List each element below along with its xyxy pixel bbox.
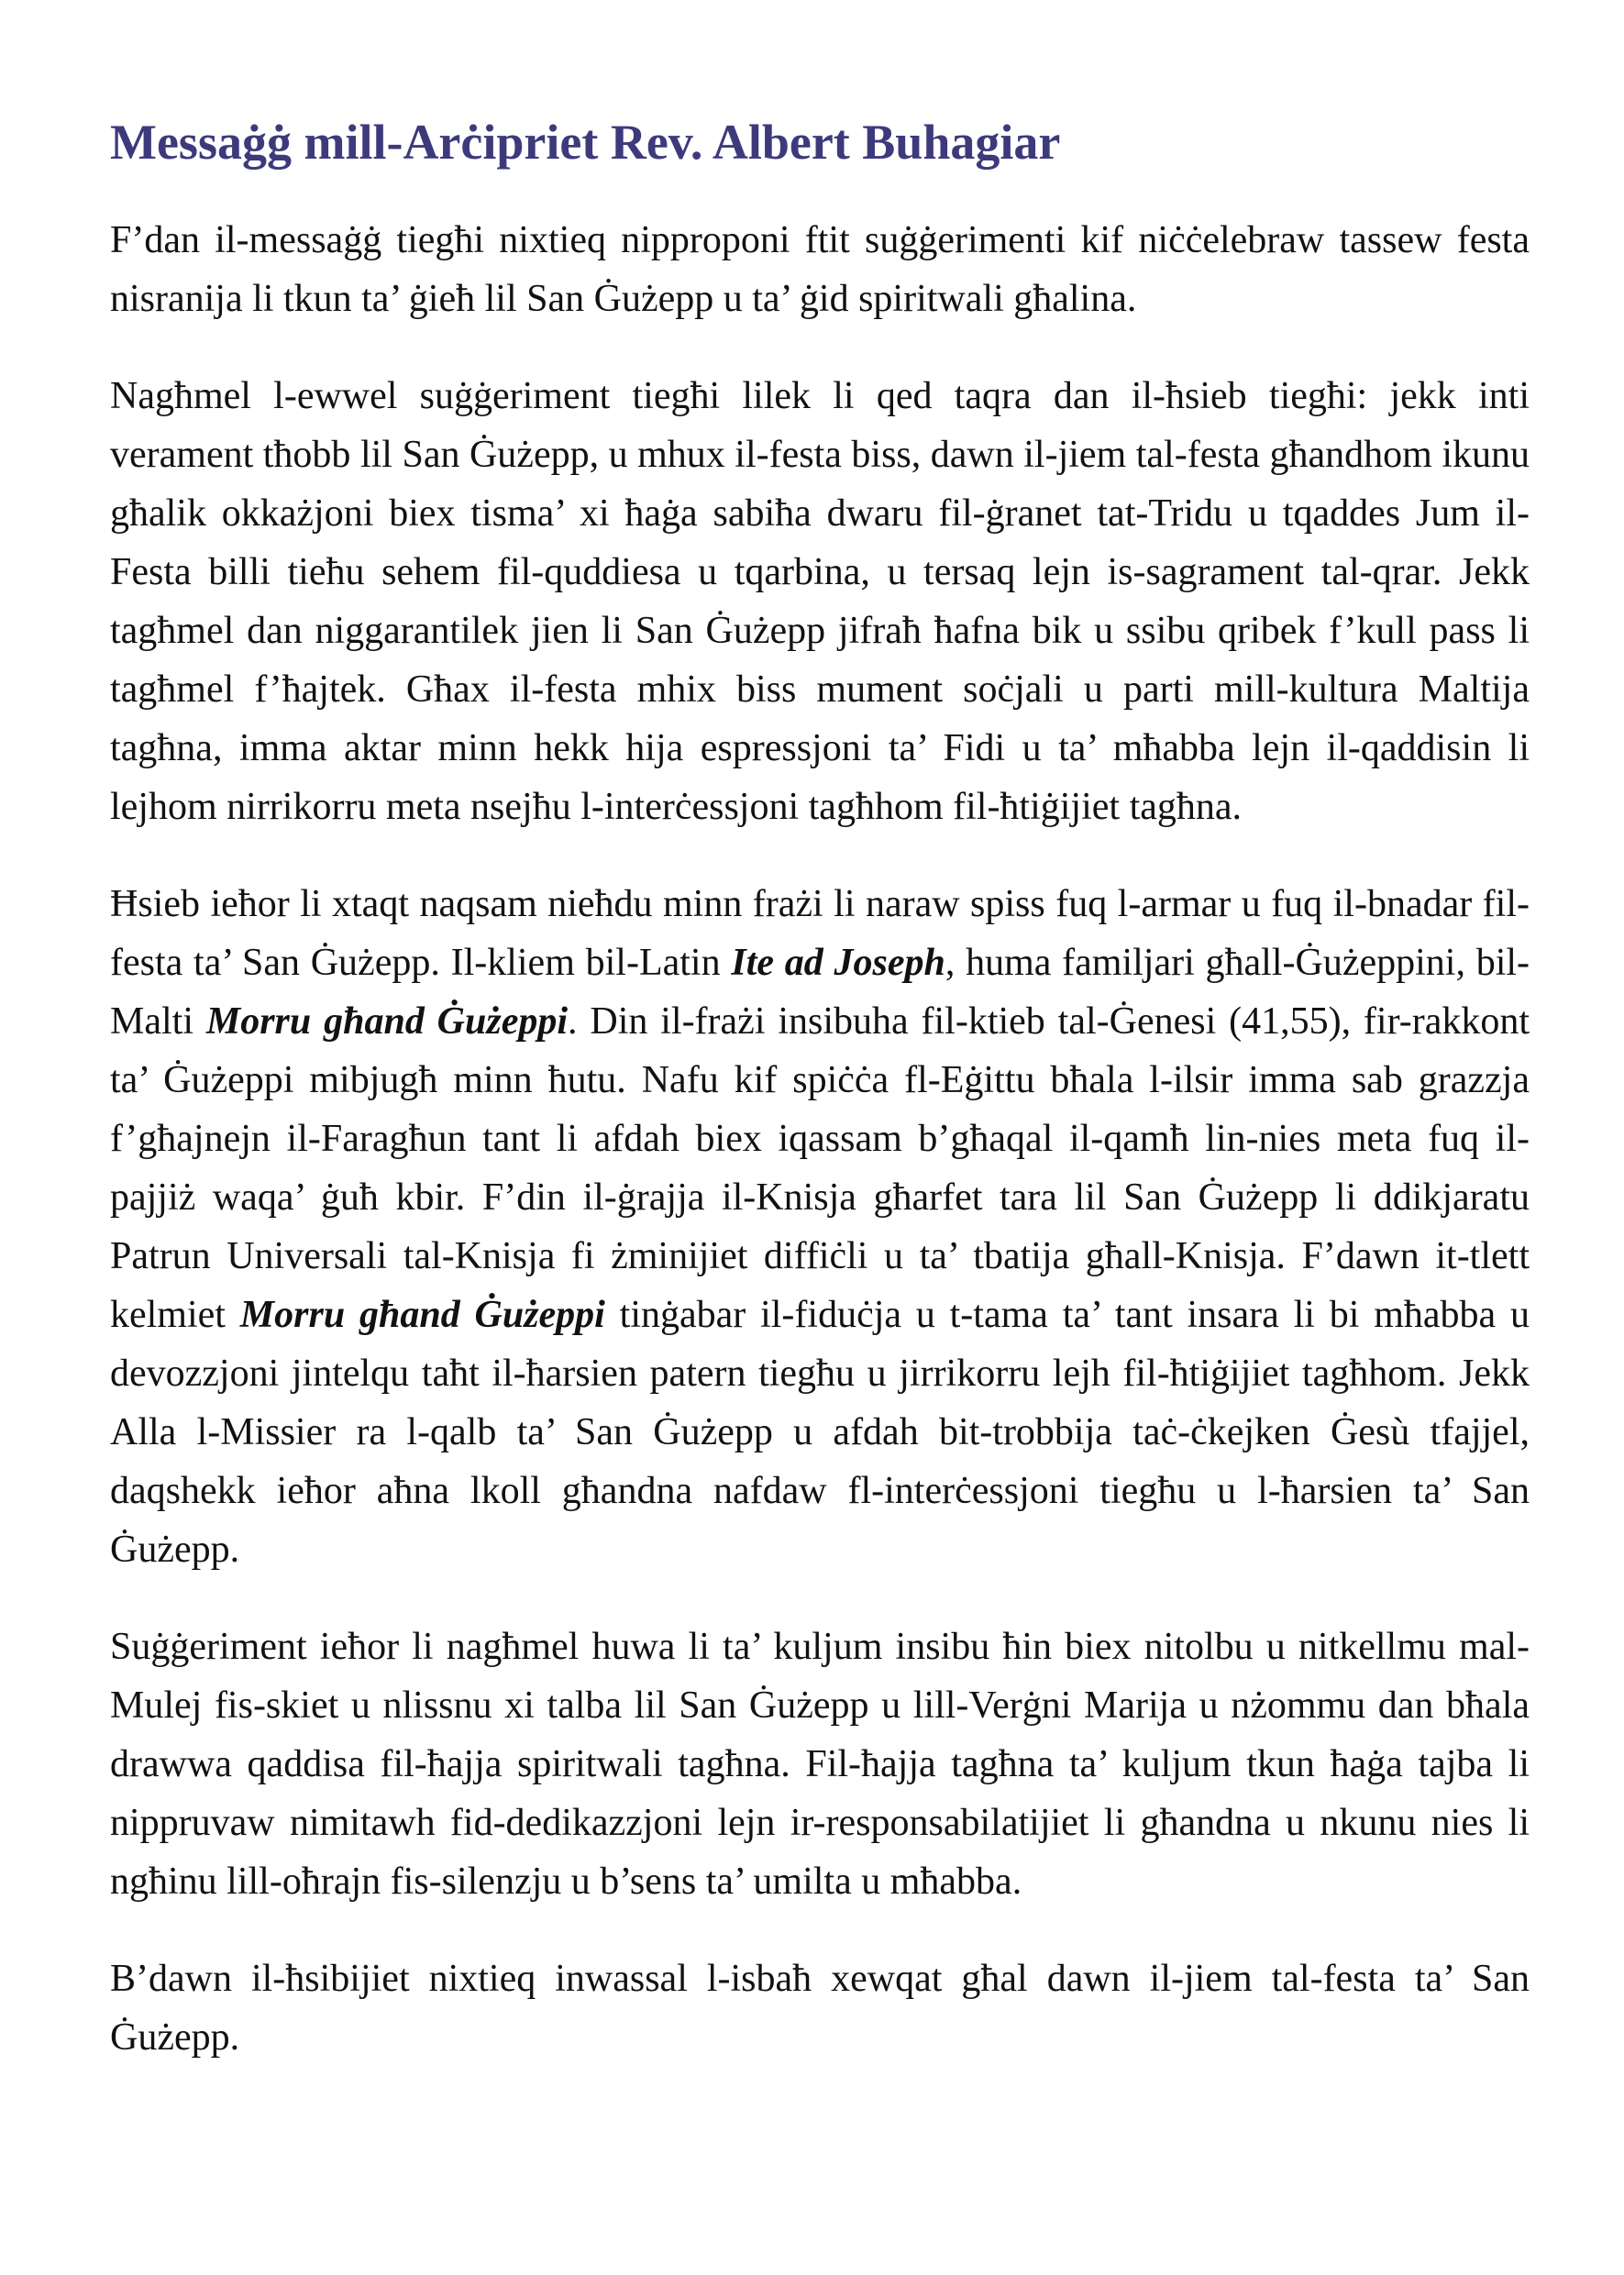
page-title: Messaġġ mill-Arċipriet Rev. Albert Buhagiar <box>110 115 1061 170</box>
paragraph-text: Suġġeriment ieħor li nagħmel huwa li ta’ kuljum insibu ħin biex nitolbu u nitkellmu mal-Mulej fis-skiet u nlissnu xi talba lil San Ġużepp u lill-Verġni Marija u nżommu dan bħala drawwa qaddisa fil-ħajja spiritwali tagħna. Fil-ħajja tagħna ta’ kuljum tkun ħaġa tajba li nippruvaw nimitawh fid-dedikazzjoni lejn ir-responsabilatijiet li għandna u nkunu nies li ngħinu lill-oħrajn fis-silenzju u b’sens ta’ umilta u mħabba. <box>110 1626 1530 1903</box>
emphasized-phrase: Morru għand Ġużeppi <box>239 1294 605 1336</box>
emphasized-phrase: Ite ad Joseph <box>731 942 945 984</box>
document-page <box>110 110 1530 2105</box>
paragraph <box>110 875 1530 1579</box>
paragraph <box>110 1949 1530 2067</box>
paragraph-text: F’dan il-messaġġ tiegħi nixtieq nipproponi ftit suġġerimenti kif niċċelebraw tassew festa nisranija li tkun ta’ ġieħ lil San Ġużepp u ta’ ġid spiritwali għalina. <box>110 219 1530 320</box>
paragraph-text: B’dawn il-ħsibijiet nixtieq inwassal l-isbaħ xewqat għal dawn il-jiem tal-festa ta’ San Ġużepp. <box>110 1958 1530 2059</box>
paragraph-text: Nagħmel l-ewwel suġġeriment tiegħi lilek li qed taqra dan il-ħsieb tiegħi: jekk inti verament tħobb lil San Ġużepp, u mhux il-festa biss, dawn il-jiem tal-festa għandhom ikunu għalik okkażjoni biex tisma’ xi ħaġa sabiħa dwaru fil-ġranet tat-Tridu u tqaddes Jum il-Festa billi tieħu sehem fil-quddiesa u tqarbina, u tersaq lejn is-sagrament tal-qrar. Jekk tagħmel dan niggarantilek jien li San Ġużepp jifraħ ħafna bik u ssibu qribek f’kull pass li tagħmel f’ħajtek. Għax il-festa mhix biss mument soċjali u parti mill-kultura Maltija tagħna, imma aktar minn hekk hija espressjoni ta’ Fidi u ta’ mħabba lejn il-qaddisin li lejhom nirrikorru meta nsejħu l-interċessjoni tagħhom fil-ħtiġijiet tagħna. <box>110 375 1530 828</box>
paragraph-text: , huma familjari għall-Ġużeppini, bil-Malti <box>110 942 1530 1043</box>
paragraph-text: Ħsieb ieħor li xtaqt naqsam nieħdu minn frażi li naraw spiss fuq l-armar u fuq il-bnadar fil-festa ta’ San Ġużepp. Il-kliem bil-Latin <box>110 883 1530 984</box>
emphasized-phrase: Morru għand Ġużeppi <box>205 1000 569 1043</box>
paragraph-text: . Din il-frażi insibuha fil-ktieb tal-Ġenesi (41,55), fir-rakkont ta’ Ġużeppi mibjugħ minn ħutu. Nafu kif spiċċa fl-Eġittu bħala l-ilsir imma sab grazzja f’għajnejn il-Faragħun tant li afdah biex iqassam b’għaqal il-qamħ lin-nies meta fuq il-pajjiż waqa’ ġuħ kbir. F’din il-ġrajja il-Knisja għarfet tara lil San Ġużepp li ddikjaratu Patrun Universali tal-Knisja fi żminijiet diffiċli u ta’ tbatija għall-Knisja. F’dawn it-tlett kelmiet <box>110 1000 1530 1336</box>
paragraph <box>110 367 1530 836</box>
paragraph-text: tinġabar il-fiduċja u t-tama ta’ tant insara li bi mħabba u devozzjoni jintelqu taħt il-ħarsien patern tiegħu u jirrikorru lejh fil-ħtiġijiet tagħhom. Jekk Alla l-Missier ra l-qalb ta’ San Ġużepp u afdah bit-trobbija taċ-ċkejken Ġesù tfajjel, daqshekk ieħor aħna lkoll għandna nafdaw fl-interċessjoni tiegħu u l-ħarsien ta’ San Ġużepp. <box>110 1294 1530 1571</box>
message-body <box>110 211 1530 2067</box>
paragraph <box>110 211 1530 328</box>
paragraph <box>110 1618 1530 1911</box>
